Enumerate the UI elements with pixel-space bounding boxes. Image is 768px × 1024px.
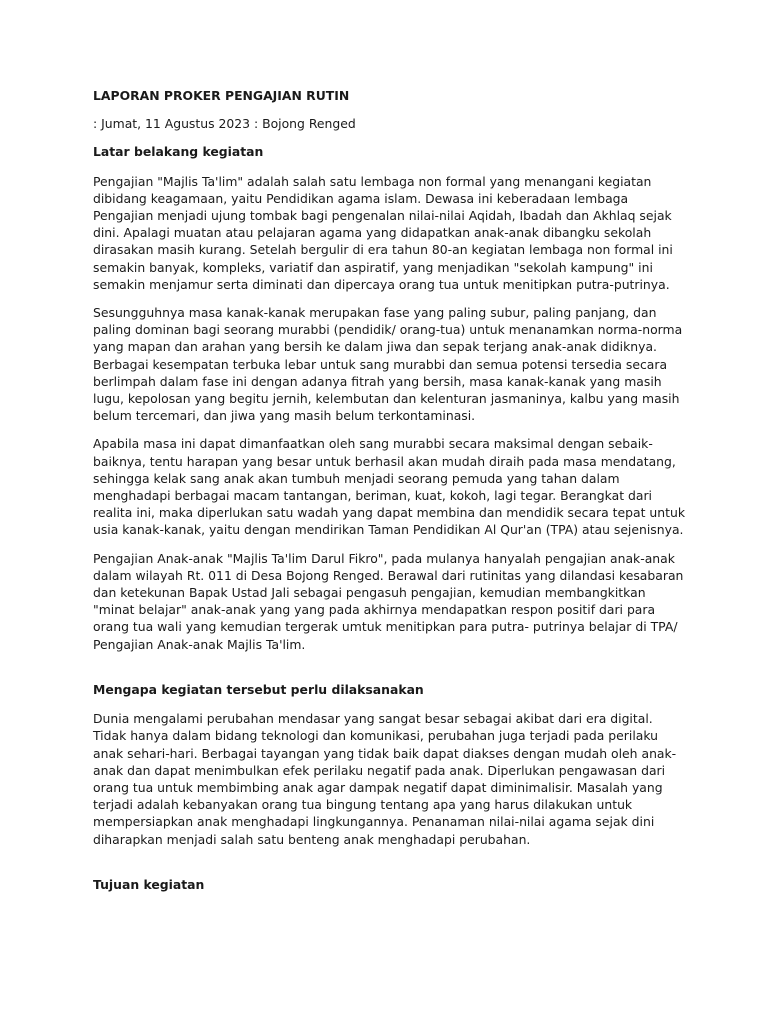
blank-line: [93, 664, 688, 681]
paragraph: Apabila masa ini dapat dimanfaatkan oleh sang murabbi secara maksimal dengan sebaik-baiknya, tentu harapan yang besar untuk berhasil akan mudah diraih pada masa mendatang, sehingga kelak sang anak akan tumbuh menjadi seorang pemuda yang tahan dalam menghadapi berbagai macam tantangan, beriman, kuat, kokoh, lagi tegar. Berangkat dari realita ini, maka diperlukan satu wadah yang dapat membina dan mendidik secara tepat untuk usia kanak-kanak, yaitu dengan mendirikan Taman Pendidikan Al Qur'an (TPA) atau sejenisnya.: [93, 436, 685, 538]
blank-line: [93, 859, 688, 876]
paragraph: Sesungguhnya masa kanak-kanak merupakan fase yang paling subur, paling panjang, dan paling dominan bagi seorang murabbi (pendidik/ orang-tua) untuk menanamkan norma-norma yang mapan dan arahan yang bersih ke dalam jiwa dan sepak terjang anak-anak didiknya. Berbagai kesempatan terbuka lebar untuk sang murabbi dan semua potensi tersedia secara berlimpah dalam fase ini dengan adanya fitrah yang bersih, masa kanak-kanak yang masih lugu, kepolosan yang begitu jernih, kelembutan dan kelenturan jasmaninya, kalbu yang masih belum tercemari, dan jiwa yang masih belum terkontaminasi.: [93, 305, 683, 424]
paragraph: Dunia mengalami perubahan mendasar yang sangat besar sebagai akibat dari era digital. Tidak hanya dalam bidang teknologi dan komunikasi, perubahan juga terjadi pada perilaku anak sehari-hari. Berbagai tayangan yang tidak baik dapat diakses dengan mudah oleh anak-anak dan dapat menimbulkan efek perilaku negatif pada anak. Diperlukan pengawasan dari orang tua untuk membimbing anak agar dampak negatif dapat diminimalisir. Masalah yang terjadi adalah kebanyakan orang tua bingung tentang apa yang harus dilakukan untuk mempersiapkan anak menghadapi lingkungannya. Penanaman nilai-nilai agama sejak dini diharapkan menjadi salah satu benteng anak menghadapi perubahan.: [93, 711, 677, 847]
section-heading-mengapa: Mengapa kegiatan tersebut perlu dilaksanakan: [93, 681, 424, 697]
paragraph: Pengajian "Majlis Ta'lim" adalah salah satu lembaga non formal yang menangani kegiatan dibidang keagamaan, yaitu Pendidikan agama islam. Dewasa ini keberadaan lembaga Pengajian menjadi ujung tombak bagi pengenalan nilai-nilai Aqidah, Ibadah dan Akhlaq sejak dini. Apalagi muatan atau pelajaran agama yang didapatkan anak-anak dibangku sekolah dirasakan masih kurang. Setelah bergulir di era tahun 80-an kegiatan lembaga non formal ini semakin banyak, kompleks, variatif dan aspiratif, yang menjadikan "sekolah kampung" ini semakin menjamur serta diminati dan dipercaya orang tua untuk menitipkan putra-putrinya.: [93, 173, 673, 292]
paragraph: Pengajian Anak-anak "Majlis Ta'lim Darul Fikro", pada mulanya hanyalah pengajian anak-anak dalam wilayah Rt. 011 di Desa Bojong Renged. Berawal dari rutinitas yang dilandasi kesabaran dan ketekunan Bapak Ustad Jali sebagai pengasuh pengajian, kemudian membangkitkan "minat belajar" anak-anak yang yang pada akhirnya mendapatkan respon positif dari para orang tua wali yang kemudian tergerak umtuk menitipkan para putra- putrinya belajar di TPA/ Pengajian Anak-anak Majlis Ta'lim.: [93, 550, 684, 652]
document-title: LAPORAN PROKER PENGAJIAN RUTIN: [93, 88, 350, 103]
section-heading-tujuan: Tujuan kegiatan: [93, 876, 205, 892]
date-location-line: : Jumat, 11 Agustus 2023 : Bojong Renged: [93, 116, 356, 132]
section-heading-latar-belakang: Latar belakang kegiatan: [93, 144, 264, 160]
